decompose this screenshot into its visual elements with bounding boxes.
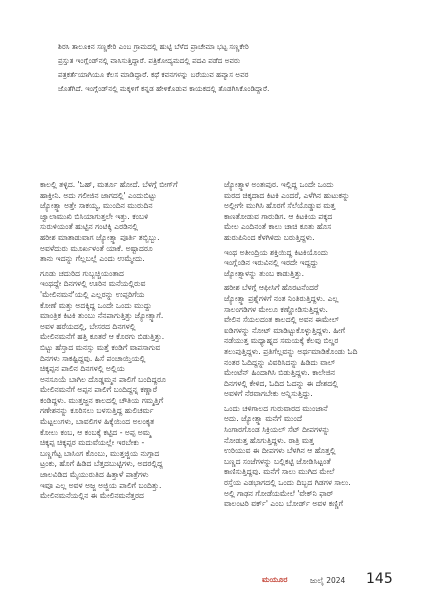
- intro-line: ಜೊತೆಗಿದೆ. ಇಂಗ್ಲೆಂಡ್‌ನಲ್ಲಿ ಮಕ್ಕಳಿಗೆ ಕನ್ನಡ ಹೇಳಿಕೊಡುವ ಕಾಯಕದಲ್ಲಿ ತೊಡಗಿಸಿಕೊಂಡಿದ್ದಾರೆ.: [58, 84, 270, 93]
- page-number: 145: [366, 571, 393, 587]
- intro-line: ಪತ್ರಕರ್ತೆಯಾಗಿಯೂ ಕೆಲಸ ಮಾಡಿದ್ದಾರೆ. ಕಥೆ ಕವನಗಳನ್ನು ಬರೆಯುವ ಹವ್ಯಾಸ ಅವರ: [58, 70, 249, 79]
- text-line: ಅವಳಿಗೆ ನೆರವಾಗಬೇಕು ಅನ್ನಿಸುತ್ತಿದ್ದು.: [224, 389, 313, 399]
- text-line: ದಿನಗಳಲ್ಲಿ ಕೇಳಿದ, ಓದಿದ ಓದನ್ನು ಈ ದೇಶದಲ್ಲಿ: [224, 378, 338, 388]
- right-column: [224, 180, 379, 510]
- text-line: ಬಣ್ಣದ ಸಂಜೆಗಳನ್ನು ಬಲ್ಲಿಕಟ್ಟಿ ಜೋಡಿಸಿಟ್ಟಂತೆ: [224, 456, 331, 466]
- text-line: 'ಮೇಲಿನಮನೆ'ಯಲ್ಲಿ ಎಲ್ಲರನ್ನು ಉಪ್ಪರಿಗೆಯ: [40, 289, 145, 299]
- text-line: ಚಿಕ್ಕಪ್ಪ ಚಿಕ್ಕಪ್ಪರ ಮದುವೆಯಲ್ಲೇ ಇರಬೇಕು -: [40, 438, 145, 448]
- text-line: ವೇಲಿನ ಸೆಯಲದಂತ ಕಾಲದಲ್ಲಿ ಅವನ ಈಮೇಲ್: [224, 315, 339, 325]
- text-line: ಐಡಿಗಳನ್ನು ನೋಟ್ ಮಾಡಿಟ್ಟುಕೊಳ್ಳುತ್ತಿದ್ದಳು. ಹೀಗೆ: [224, 325, 346, 335]
- text-line: ಚಿಕ್ಕಪ್ಪನ ಪಾಲಿನ ದಿನಗಳಲ್ಲಿ ಅಲ್ಲಿಯ: [40, 364, 125, 374]
- text-line: ಮೇಲಿನಮನೆಗೆ ಅಪ್ಪನ ಪಾಲಿಗೆ ಬಂದಿದ್ದನ್ನ ಕಣ್ಣಾರೆ: [40, 385, 158, 395]
- text-line: ಅವಳ ಹರೆಯದಲ್ಲಿ, ಬೇಸರದ ದಿನಗಳಲ್ಲಿ: [40, 321, 136, 331]
- text-line: ಸಿಂಗಾರಗೊಂಡ ಸಿಕ್ರಿಯಲ್ ಸೆಟ್ ದೀಪಗಳನ್ನು: [224, 425, 330, 435]
- text-line: ಕಾಲಲ್ಲಿ ತಳ್ಳಿದ. 'ಓಹ್, ಮರ್ತೂ ಹೋದೆ. ಬೆಳಗ್ಗೆ ಬೀಗ್‌ಗೆ: [40, 180, 178, 189]
- text-line: ಅದು. ಜ್ಯೋತ್ಸ್ನಾ ಮನೆಗೆ ಮುಂದೆ: [224, 414, 303, 424]
- text-line: ಅನಸೂಯೆ ಬಾಗಿಲ ದೊಡ್ಡಮ್ಮನ ಪಾಲಿಗೆ ಬಂದಿದ್ದರೂ: [40, 374, 167, 384]
- text-line: ನೋಡುತ್ತ ಹೊಗುತ್ತಿದ್ದಳು. ರಾತ್ರಿ ಮತ್ತ: [224, 435, 314, 445]
- text-line: ಕಂಡಿದ್ದಳು. ಮುತ್ತಜ್ಜನ ಕಾಲದಲ್ಲಿ ಚೌತಿಯ ಗಮ್ಮತ್ತಿಗೆ: [40, 395, 164, 405]
- text-line: ಮೇಂಟೆನ್ ಹಿಂದಾಗಿಸಿ ಬಿಡುತ್ತಿದ್ದಳು. ಕಾಲೇಜಿನ: [224, 368, 336, 378]
- text-line: ಇವೂ ಎಲ್ಲ ಅವಳ ಅಜ್ಜ ಅಜ್ಜಿಯ ಪಾಲಿಗೆ ಬಂದಿತ್ತು.: [40, 480, 162, 490]
- text-line: ಹುರುಪಿನಿಂದ ಕೆಳಗಿಳಿದು ಬರುತ್ತಿದ್ದಳು.: [224, 232, 315, 242]
- text-line: ಅಲ್ಲಿ ಗಾಢನ ಗೋಡೆಯಮೇಲೆ 'ವೇಕ್‌ನಿ ಫಾರ್: [224, 488, 334, 498]
- text-line: ನಡೆಯುತ್ತ ಮಧ್ಯಾಹ್ನದ ಸಮಯಕ್ಕೆ ಕೆಲವು ಬಿಲ್ಡರ: [224, 336, 339, 346]
- text-line: ಮೆಟ್ಟಲುಗಳು, ಬಾವಲಿಗಳ ಹಿಕ್ಕೆಯಿಂದ ಅಲಂಕೃತ: [40, 417, 155, 427]
- author-intro: [58, 40, 376, 96]
- text-line: ಅಲ್ಲೀಗೇ ಮುಗಿಸಿ ಹೊರಗೆ ಸೆಲೆಯೊಡ್ಡುವ ಮತ್ತ: [224, 201, 336, 211]
- text-line: ಜಾಲವಿಡಿದ ಮೈಯುರುತಿದ ಹಿತ್ತಾಳೆ ಪಾತ್ರೆಗಳು: [40, 470, 149, 480]
- text-line: ಕಾಣತೋಡುವ ಗಾರುಡಿಗ. ಆ ಕಿಟಕಿಯ ಪಕ್ಕದ: [224, 211, 333, 221]
- text-line: ವಾಲಂಟರಿ ವರ್ಕ್' ಎಂಬ ಬೋರ್ಡ್ ಅವಳ ಕಣ್ಣಿಗೆ: [224, 499, 344, 509]
- text-line: ಗಣೇಶನನ್ನು ಕೂರಿಸಲು ಬಳಸುತ್ತಿದ್ದ ಹುಲಿಚರ್ಮ: [40, 406, 154, 416]
- text-line: ಬಿಟ್ಟು ಹೆಸ್ತಾದ ಮನಸ್ಸು ಮತ್ತೆ ಕಂಡಿಗೆ ವಾಪಸಾಗುವ: [40, 342, 161, 352]
- left-column: [40, 180, 195, 502]
- text-line: ತಾನು ಇದನ್ನು ಗೆಲ್ಲಬಲ್ಲೆ ಎಂದು ಉಮ್ಮೇದು.: [40, 254, 145, 264]
- text-line: ಮೇಲಿನಮನೆಗೆ ಹತ್ತಿ ಕೂತರೆ ಆ ಕೊರಗು ಬಿಡುತ್ತಿತ್ತು.: [40, 332, 165, 342]
- issue-date: ಜುಲೈ 2024: [310, 576, 346, 585]
- text-line: ಕೋಣೆ ಮತ್ತು ಅದಕ್ಕಿದ್ದ ಒಂದೇ ಒಂದು ಮುದ್ದು: [40, 300, 152, 310]
- text-line: ಮಾಂತ್ರಿಕ ಕಿಟಕಿ ತುಂಬು ನೆನಪಾಗುತ್ತಿತ್ತು ಜ್ಯೋತ್ಸ್ನಾಗೆ.: [40, 311, 164, 321]
- text-line: ಕಾಣಿಸುತ್ತಿದ್ದವು. ಮನೆಗೆ ಸಾಲು ಮುಗಿದ ಮೇಲೆ: [224, 467, 335, 477]
- text-line: ಹರೀಶ ಬೆಳಗ್ಗೆ ಆಫೀಸಿಗೆ ಹೊರಟನೆಂದರೆ: [224, 283, 319, 293]
- magazine-name: ಮಯೂರ: [262, 575, 288, 584]
- text-line: ಅವಳೆದುರು ಮೂರ್ಖಳಂತೆ ಯಾಕೆ. ಅಷ್ಟಾದರೂ: [40, 243, 153, 253]
- text-line: ಹಾಕ್ತೀನಿ. ಅದು ಗಲೀಜಿನ ಜಾಗದಲ್ಲಿ' ಎಂದುಬಿಟ್ಟು: [40, 190, 157, 200]
- text-line: ಬಣ್ಣಗೆಟ್ಟ ಬಾಸಿಂಗ ಕೊಂಬು, ಮುತ್ತಜ್ಜಿಯ ನುಗ್ಗಾದ: [40, 448, 160, 458]
- text-line: ಮರದ ಚಿಕ್ಕದಾದ ಕಿಟಕಿ ಎಂದರೆ, ಎಳೆಗಿನ ಹುಟುಕನ್ನು: [224, 190, 350, 200]
- text-line: ಹರೀಶ ಮಾತಾಡುವಾಗ ಜ್ಯೋತ್ಸ್ನಾ ಪೂರ್ತಿ ತಬ್ಬಿಬ್ಬು.: [40, 232, 160, 242]
- text-line: ಸಾಲಂಗಡಿಗಳ ಮೇಲೂ ಕಣ್ಣೋಡಿಸುತ್ತಿದ್ದಳು.: [224, 304, 328, 314]
- text-line: ತಲುಪುತ್ತಿದ್ದಳು. ಪ್ರತಿಗೆಲ್ಲವನ್ನು ಅರ್ಥಮಾಡಿಕೊಂಡು ಓದಿ: [224, 346, 358, 356]
- text-line: ನಂತರ ಓದಿದ್ದನ್ನು ವಿವರಿಸಿದನ್ನು ಹಿಡಿದು ವಾಲ್: [224, 357, 336, 367]
- text-line: ರಸ್ತೆಯ ಎಡಭಾಗದಲ್ಲಿ ಒಂದು ದಿಬ್ಬದ ಗಿಡಗಳ ಸಾಲು.: [224, 478, 351, 488]
- text-line: ಇಂಥ ಅತೀಂದ್ರಿಯ ಶಕ್ತಿಯಿದ್ದ ಕಿಟಕಿಯೊಂದು: [224, 247, 329, 257]
- text-line: ಕೋಲು ಕಂಬ, ಆ ಕಂಬಕ್ಕೆ ಕಟ್ಟಿದ - ಅಪ್ಪ ಅಮ್ಮ: [40, 427, 151, 437]
- text-line: ಸುರುಳಿಯಂತೆ ಹುಟ್ಟಿನ ಗಂಟಿಕ್ಕಿ ಎರಡಿನಲ್ಲಿ: [40, 222, 138, 232]
- text-line: ಗೂಡು ಚದುರಿದ ಗುಬ್ಬಚ್ಚಿಯಂತಾದ: [40, 268, 124, 278]
- text-line: ಮೇಲ ಎಂದಿನಂತೆ ಕಾಲು ಚಾಚಿ ಕೂತು ಹೊಸ: [224, 222, 332, 232]
- text-line: ಜ್ಯೋತ್ಸ್ನಾಳನ್ನು ತುಂಬ ಕಾಡುತ್ತಿತ್ತು.: [224, 268, 305, 278]
- text-line: ದಿನಗಳು ಸಾಕಷ್ಟಿದ್ದವು. ಹಿಸೆ ಪಂಚಾಯ್ತಿಯಲ್ಲಿ: [40, 353, 146, 363]
- text-line: ಜ್ಯೋತ್ಸ್ನಾಳ ಅಂತಃಪುರ. ಇಲ್ಲಿದ್ದ ಒಂದೇ ಒಂದು: [224, 180, 334, 189]
- text-line: ಮೇಲಿನಮನೆಯಲ್ಲಿನ ಈ ಮೇಲಿನಮನೆತ್ತರದ: [40, 491, 144, 501]
- text-line: ಇಂಥದ್ದೇ ದಿನಗಳಲ್ಲಿ ಊರಿನ ಮನೆಯಲ್ಲಿರುವ: [40, 279, 146, 289]
- text-line: ಒಂದು ಚಳಿಗಾಲದ ಗುರುವಾರದ ಮುಂಜಾನೆ: [224, 403, 328, 413]
- text-line: ಉರಿಯುವ ಈ ದೀಪಗಳು ಬೆಳಗಿನ ಆ ಹೊತ್ತಲ್ಲಿ: [224, 446, 336, 456]
- page-footer: [0, 570, 422, 592]
- text-line: ಜ್ಯೋತ್ಸ್ನಾ ಅತ್ತೇ ಸಾಕಯ್ಯ, ಮುಂದಿನ ಮುರುದಿನ: [40, 201, 153, 211]
- text-line: ಜ್ಯೋತ್ಸ್ನಾ ಪ್ರಶ್ನೆಗಳಿಗೆ ನಂತ ನಿಂತಿರುತ್ತಿದ್ದಳು. ಎಲ್ಲ: [224, 293, 339, 303]
- text-line: ಟ್ರಂಕು, ಹೊಗೆ ಹಿಡಿದ ಬೆತ್ತದಬುಟ್ಟಿಗಳು, ಅದರಲ್ಲಿದ್ದ: [40, 459, 163, 469]
- text-line: ಇಂಗ್ಲೆಂಡಿನ ಇರುವಿನಲ್ಲಿ ಇರದೇ ಇದ್ದದ್ದು: [224, 258, 319, 268]
- intro-line: ಪ್ರಸ್ತುತ ಇಂಗ್ಲೆಂಡ್‌ನಲ್ಲಿ ವಾಸಿಸುತ್ತಿದ್ದಾರೆ. ಪತ್ರಿಕೋದ್ಯಮದಲ್ಲಿ ಪದವಿ ಪಡೆದ ಅವರು: [58, 56, 241, 65]
- text-line: ಜ್ವಾಲಾಮುಖಿ ಬಿಸಿಯಾಗುತ್ತಲೇ ಇತ್ತು. ಕಂಬಳಿ: [40, 211, 149, 221]
- intro-line: ಶಿರಸಿ ತಾಲೂಕಿನ ಸಣ್ಣಕೇರಿ ಎಂಬ ಗ್ರಾಮದಲ್ಲಿ ಹುಟ್ಟಿ ಬೆಳೆದ ಪ್ರಾಚೇಮಾ ಭಟ್ಟ ಸಣ್ಣಕೇರಿ: [58, 42, 249, 51]
